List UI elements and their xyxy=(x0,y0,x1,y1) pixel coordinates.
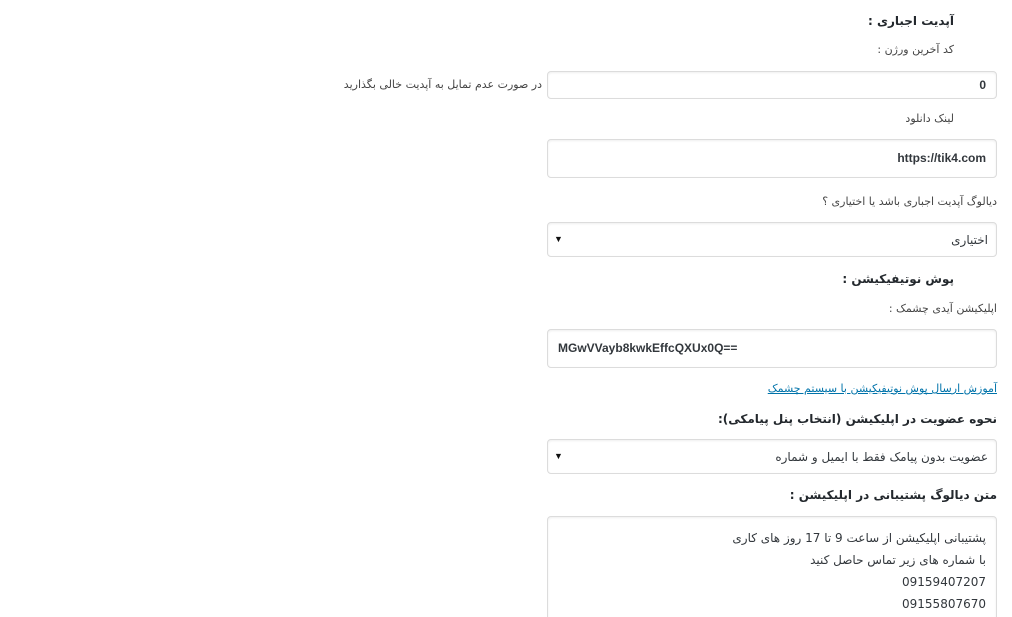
dialog-type-select[interactable] xyxy=(547,222,997,257)
version-code-label: کد آخرین ورژن : xyxy=(877,43,954,56)
download-link-input[interactable] xyxy=(547,139,997,178)
dialog-type-label: دیالوگ آپدیت اجباری باشد یا اختیاری ؟ xyxy=(822,195,997,208)
dialog-type-selected: اختیاری xyxy=(951,233,988,247)
app-id-input[interactable] xyxy=(547,329,997,368)
download-link-value: https://tik4.com xyxy=(897,151,986,165)
app-id-label: اپلیکیشن آیدی چشمک : xyxy=(888,302,997,315)
version-code-input[interactable] xyxy=(547,71,997,99)
chevron-down-icon: ▼ xyxy=(554,234,563,244)
push-notification-heading: پوش نوتیفیکیشن : xyxy=(842,272,954,286)
push-tutorial-link[interactable]: آموزش ارسال پوش نوتیفیکیشن با سیستم چشمک xyxy=(767,382,997,395)
support-line: پشتیبانی اپلیکیشن از ساعت 9 تا 17 روز های کاری xyxy=(732,531,986,545)
support-dialog-textarea[interactable] xyxy=(547,516,997,617)
support-line: با شماره های زیر تماس حاصل کنید xyxy=(810,553,986,567)
support-line: 09155807670 xyxy=(902,597,986,611)
membership-select[interactable] xyxy=(547,439,997,474)
membership-heading: نحوه عضویت در اپلیکیشن (انتخاب پنل پیامکی): xyxy=(717,412,997,426)
support-dialog-heading: متن دیالوگ پشتیبانی در اپلیکیشن : xyxy=(789,488,997,502)
support-line: 09159407207 xyxy=(902,575,986,589)
version-code-value: 0 xyxy=(979,78,986,92)
version-code-hint: در صورت عدم تمایل به آپدیت خالی بگذارید xyxy=(343,78,542,91)
membership-selected: عضویت بدون پیامک فقط با ایمیل و شماره xyxy=(775,450,988,464)
support-dialog-text xyxy=(732,527,986,615)
chevron-down-icon: ▼ xyxy=(554,451,563,461)
app-id-value: MGwVVayb8kwkEffcQXUx0Q== xyxy=(558,341,738,355)
download-link-label: لینک دانلود xyxy=(905,112,954,125)
forced-update-heading: آپدیت اجباری : xyxy=(868,14,954,28)
